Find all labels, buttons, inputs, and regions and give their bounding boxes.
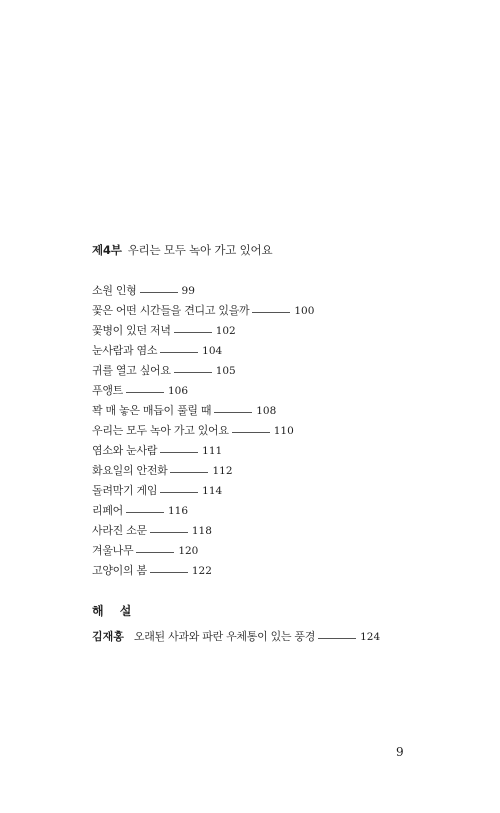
commentary-entry[interactable] [92,627,380,647]
toc-entry-title: 리페어 [92,504,123,517]
dot-leader [232,432,270,433]
toc-entry[interactable] [92,541,314,561]
toc-entry[interactable] [92,401,314,421]
toc-entry[interactable] [92,381,314,401]
part-title: 우리는 모두 녹아 가고 있어요 [127,243,273,257]
toc-entry-title: 화요일의 안전화 [92,464,168,477]
toc-entry-page: 102 [215,325,236,337]
commentary-page: 124 [360,631,381,643]
toc-entry-page: 112 [212,465,233,477]
toc-entry-page: 108 [256,405,277,417]
toc-entry[interactable] [92,461,314,481]
toc-entry-page: 105 [215,365,236,377]
dot-leader [214,412,252,413]
toc-entry-title: 꽃병이 있던 저녁 [92,324,171,337]
dot-leader [318,638,356,639]
toc-entry[interactable] [92,301,314,321]
commentary-heading: 해 설 [92,604,138,618]
toc-entry-title: 돌려막기 게임 [92,484,158,497]
part-heading [92,242,272,258]
toc-entry-page: 111 [202,445,223,457]
commentary-title: 오래된 사과와 파란 우체통이 있는 풍경 [133,630,316,643]
toc-entry-title: 고양이의 봄 [92,564,147,577]
toc-entry[interactable] [92,441,314,461]
toc-entry-page: 114 [202,485,223,497]
toc-entry[interactable] [92,281,314,301]
toc-entry-title: 소원 인형 [92,284,137,297]
toc-list [92,281,314,581]
dot-leader [160,492,198,493]
toc-entry-title: 꽃은 어떤 시간들을 견디고 있을까 [92,304,250,317]
toc-entry-page: 106 [167,385,189,397]
toc-entry-page: 104 [202,345,223,357]
toc-entry[interactable] [92,321,314,341]
dot-leader [160,352,198,353]
dot-leader [140,292,178,293]
dot-leader [252,312,290,313]
dot-leader [160,452,198,453]
toc-entry-page: 99 [181,285,195,297]
dot-leader [150,532,188,533]
toc-entry[interactable] [92,561,314,581]
toc-entry-title: 겨울나무 [92,544,134,557]
toc-entry[interactable] [92,341,314,361]
toc-entry[interactable] [92,421,314,441]
toc-entry-page: 110 [273,425,294,437]
page-number: 9 [396,745,404,759]
toc-entry-page: 100 [294,305,315,317]
dot-leader [170,472,208,473]
toc-entry[interactable] [92,361,314,381]
toc-entry-title: 우리는 모두 녹아 가고 있어요 [92,424,229,437]
toc-entry-title: 염소와 눈사람 [92,444,158,457]
toc-entry[interactable] [92,501,314,521]
dot-leader [174,332,212,333]
toc-entry-page: 116 [167,505,189,517]
toc-entry-title: 눈사람과 염소 [92,344,158,357]
toc-entry-title: 꽉 매 놓은 매듭이 풀릴 때 [92,404,212,417]
toc-entry[interactable] [92,481,314,501]
commentary-author: 김재홍 [92,630,124,643]
toc-entry-title: 귀를 열고 싶어요 [92,364,171,377]
dot-leader [126,392,164,393]
toc-entry[interactable] [92,521,314,541]
dot-leader [150,572,188,573]
part-label: 제4부 [92,243,122,257]
toc-entry-title: 푸앵트 [92,384,123,397]
toc-entry-page: 120 [178,545,199,557]
dot-leader [174,372,212,373]
dot-leader [126,512,164,513]
toc-entry-page: 118 [191,525,212,537]
toc-entry-page: 122 [191,565,212,577]
toc-entry-title: 사라진 소문 [92,524,147,537]
dot-leader [136,552,174,553]
